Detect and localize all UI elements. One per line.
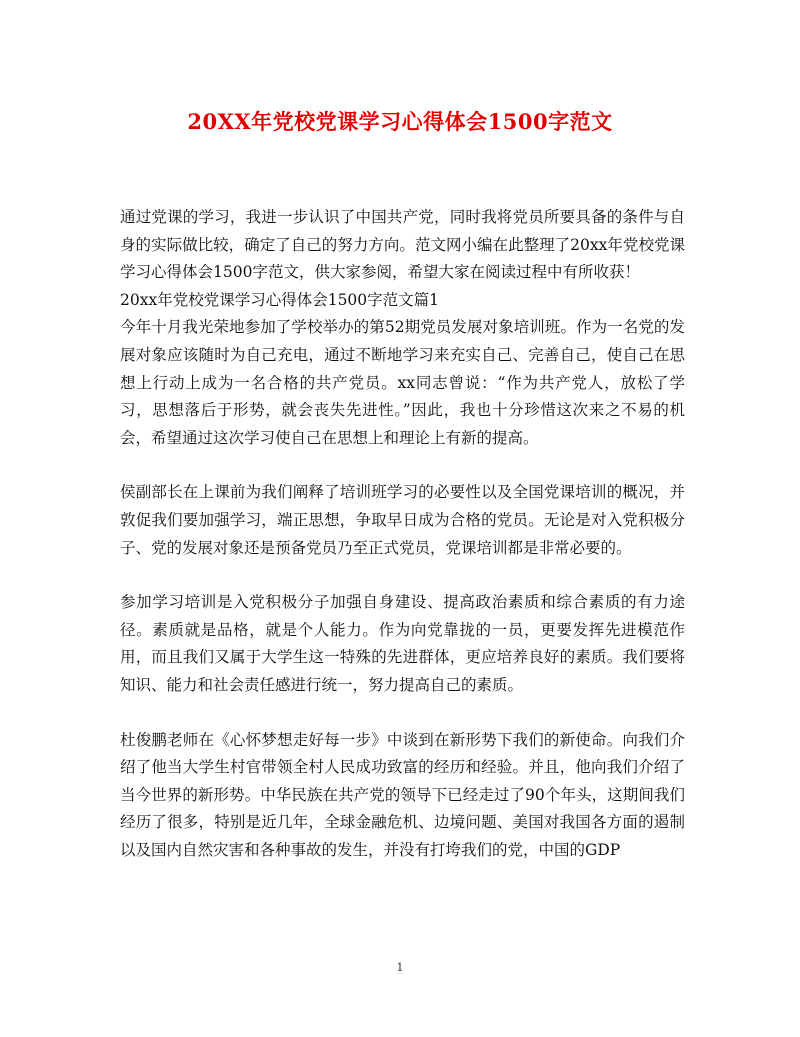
body-paragraph: 参加学习培训是入党积极分子加强自身建设、提高政治素质和综合素质的有力途径。素质就是品格，就是个人能力。作为向党靠拢的一员，更要发挥先进模范作用，而且我们又属于大学生这一特殊的先进群体，更应培养良好的素质。我们要将知识、能力和社会责任感进行统一，努力提高自己的素质。 bbox=[120, 593, 685, 694]
section-heading: 20xx年党校党课学习心得体会1500字范文篇1 bbox=[120, 290, 440, 309]
body-paragraph: 今年十月我光荣地参加了学校举办的第52期党员发展对象培训班。作为一名党的发展对象应该随时为自己充电，通过不断地学习来充实自己、完善自己，使自己在思想上行动上成为一名合格的共产党员。xx同志曾说：“作为共产党人，放松了学习，思想落后于形势，就会丧失先进性。”因此，我也十分珍惜这次来之不易的机会，希望通过这次学习使自己在思想上和理论上有新的提高。 bbox=[120, 318, 685, 447]
body-paragraph: 杜俊鹏老师在《心怀梦想走好每一步》中谈到在新形势下我们的新使命。向我们介绍了他当大学生村官带领全村人民成功致富的经历和经验。并且，他向我们介绍了当今世界的新形势。中华民族在共产党的领导下已经走过了90个年头，这期间我们经历了很多，特别是近几年，全球金融危机、边境问题、美国对我国各方面的遏制以及国内自然灾害和各种事故的发生，并没有打垮我们的党，中国的GDP bbox=[120, 730, 685, 859]
page-number: 1 bbox=[396, 961, 404, 974]
intro-paragraph: 通过党课的学习，我进一步认识了中国共产党，同时我将党员所要具备的条件与自身的实际做比较，确定了自己的努力方向。范文网小编在此整理了20xx年党校党课学习心得体会1500字范文，供大家参阅，希望大家在阅读过程中有所收获！ bbox=[120, 208, 685, 282]
document-body bbox=[120, 204, 685, 864]
document-title: 20XX年党校党课学习心得体会1500字范文 bbox=[187, 109, 613, 134]
body-paragraph: 侯副部长在上课前为我们阐释了培训班学习的必要性以及全国党课培训的概况，并敦促我们要加强学习，端正思想，争取早日成为合格的党员。无论是对入党积极分子、党的发展对象还是预备党员乃至正式党员，党课培训都是非常必要的。 bbox=[120, 483, 685, 557]
